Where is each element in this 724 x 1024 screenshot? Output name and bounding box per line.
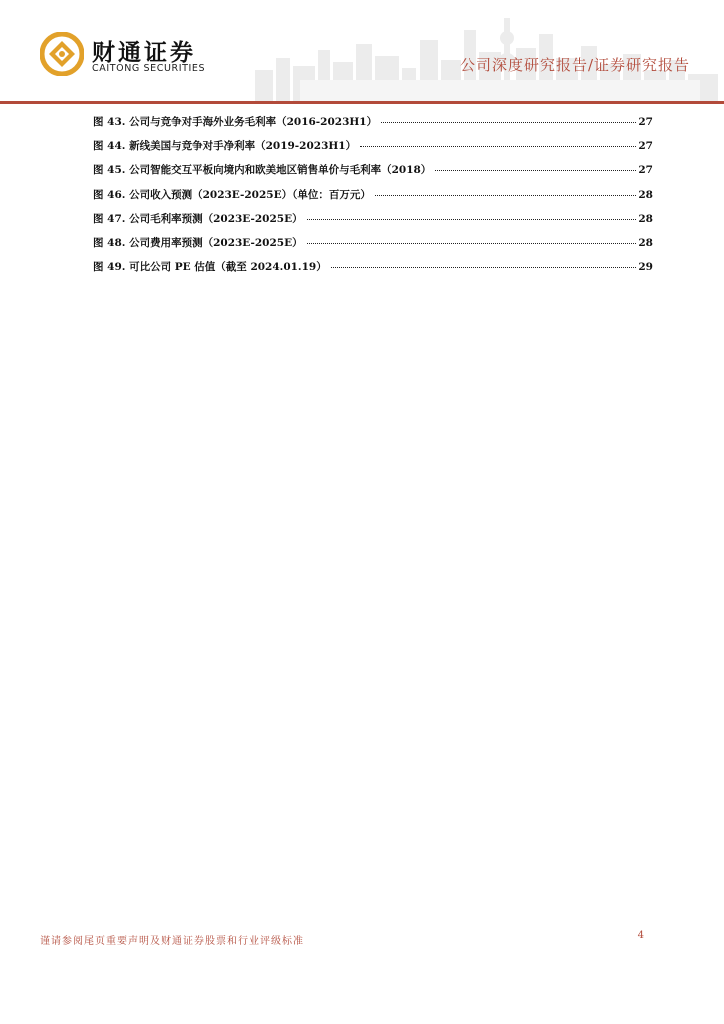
- brand-name-cn: 财通证券: [92, 40, 196, 66]
- toc-leader-dots: [435, 170, 636, 171]
- toc-entry[interactable]: [93, 211, 653, 235]
- toc-entry-page: 28: [638, 212, 653, 225]
- report-type-label: 公司深度研究报告/证券研究报告: [459, 56, 690, 74]
- toc-entry[interactable]: [93, 138, 653, 162]
- toc-leader-dots: [381, 122, 636, 123]
- toc-entry-page: 27: [638, 164, 653, 177]
- toc-entry-page: 27: [638, 116, 653, 128]
- toc-entry[interactable]: [93, 114, 653, 138]
- toc-entry[interactable]: [93, 162, 653, 186]
- toc-entry-title: 图 47. 公司毛利率预测（2023E-2025E）: [93, 212, 303, 225]
- toc-entry[interactable]: [93, 187, 653, 211]
- caitong-logo-icon: [40, 32, 84, 76]
- toc-entry[interactable]: [93, 259, 653, 283]
- toc-entry-title: 图 49. 可比公司 PE 估值（截至 2024.01.19）: [93, 261, 327, 274]
- toc-entry-page: 27: [638, 140, 653, 153]
- toc-entry-page: 28: [638, 188, 653, 201]
- toc-leader-dots: [307, 219, 637, 220]
- toc-entry-page: 29: [638, 261, 653, 274]
- toc-leader-dots: [360, 146, 636, 147]
- toc-entry-title: 图 46. 公司收入预测（2023E-2025E）（单位：百万元）: [93, 188, 371, 201]
- toc-entry[interactable]: [93, 235, 653, 259]
- page-number: 4: [637, 930, 644, 941]
- page-header: [0, 0, 724, 104]
- toc-leader-dots: [331, 267, 637, 268]
- toc-entry-title: 图 44. 新线美国与竞争对手净利率（2019-2023H1）: [93, 140, 357, 153]
- toc-entry-title: 图 45. 公司智能交互平板向境内和欧美地区销售单价与毛利率（2018）: [93, 164, 432, 177]
- header-divider: [0, 101, 724, 104]
- toc-entry-title: 图 48. 公司费用率预测（2023E-2025E）: [93, 236, 303, 249]
- footer-disclaimer: 谨请参阅尾页重要声明及财通证券股票和行业评级标准: [40, 936, 304, 947]
- brand-name-en: CAITONG SECURITIES: [92, 63, 206, 74]
- toc-leader-dots: [307, 243, 637, 244]
- toc-entry-page: 28: [638, 236, 653, 249]
- toc-entry-title: 图 43. 公司与竞争对手海外业务毛利率（2016-2023H1）: [93, 116, 378, 128]
- toc-leader-dots: [375, 195, 637, 196]
- figure-table-of-contents: [93, 114, 653, 283]
